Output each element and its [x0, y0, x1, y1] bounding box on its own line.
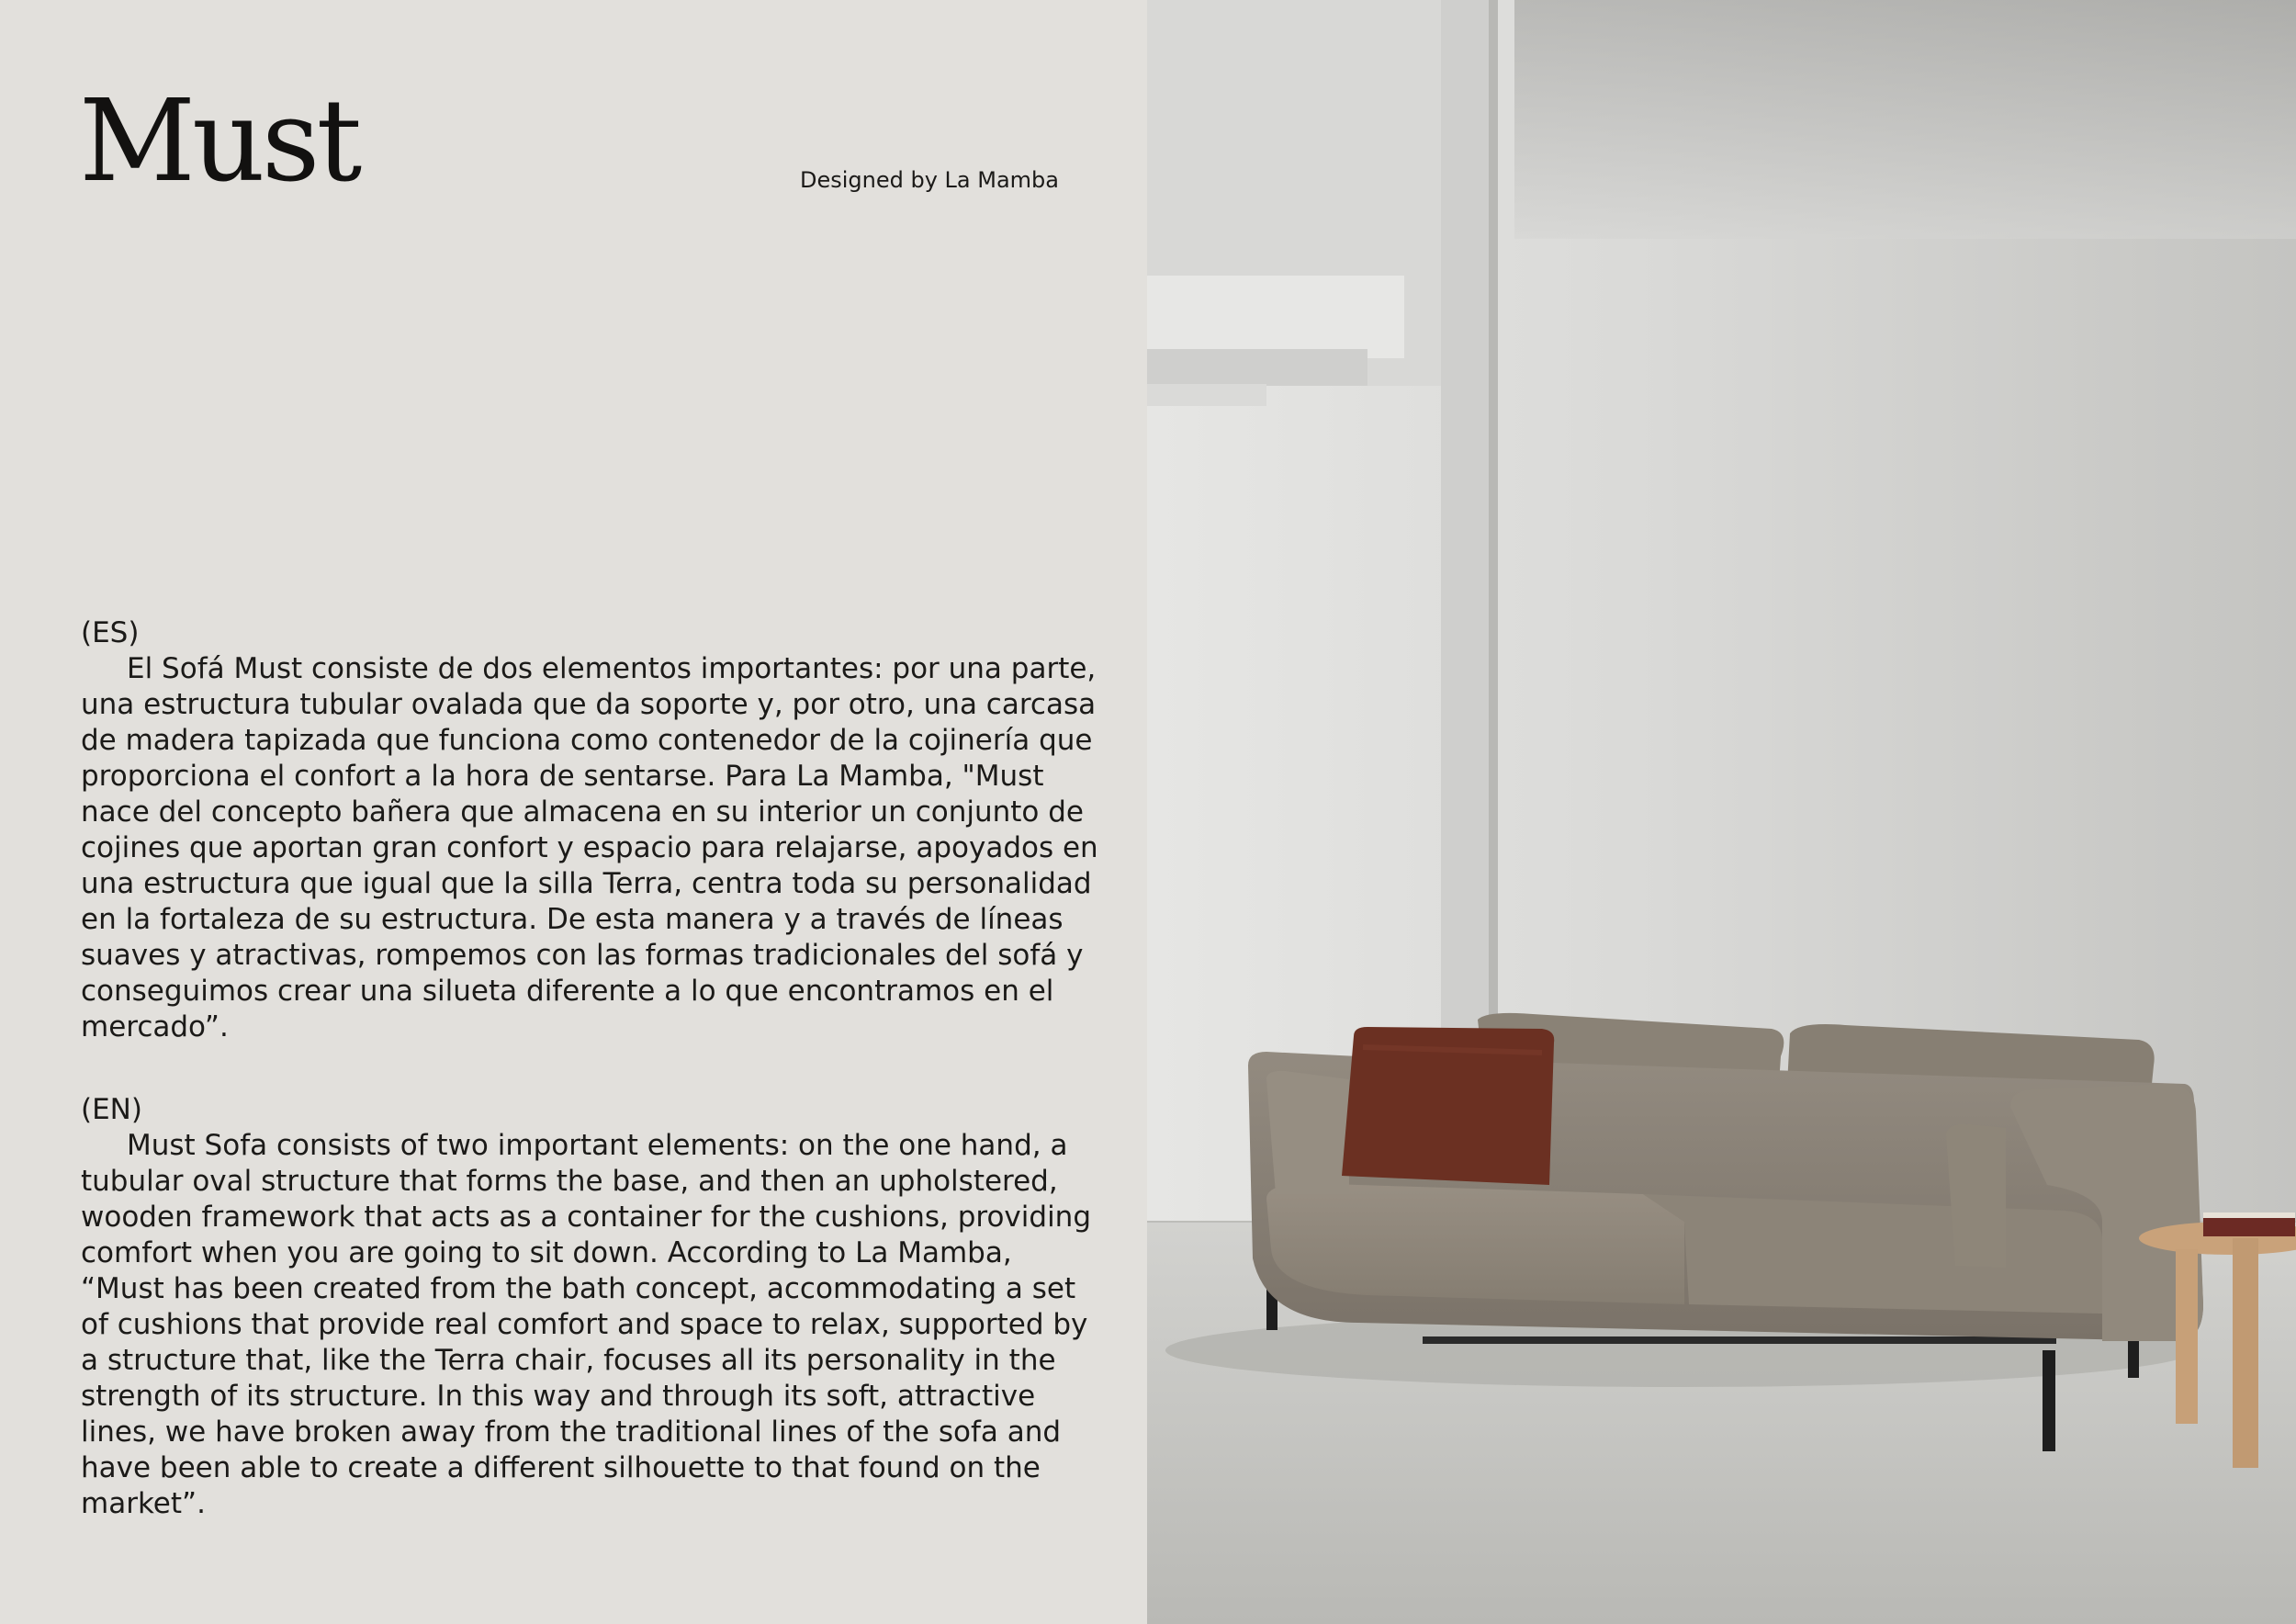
bolster-right: [1946, 1124, 2006, 1268]
pillar: [1441, 0, 1494, 1029]
english-description: [81, 1092, 1100, 1522]
designer-credit: Designed by La Mamba: [800, 167, 1059, 193]
language-tag-en: (EN): [81, 1093, 142, 1126]
seat-cushion-left: [1266, 1183, 1684, 1304]
language-tag-es: (ES): [81, 616, 140, 649]
sofa-photo: [1147, 0, 2296, 1624]
text-page: [0, 0, 1147, 1624]
spanish-paragraph: El Sofá Must consiste de dos elementos importantes: por una parte, una estructura tubular ovalada que da soporte y, por otro, una carcasa de madera tapizada que funciona como contenedor de la cojinería que proporciona el confort a la hora de sentarse. Para La Mamba, "Must nace del concepto bañera que almacena en su interior un conjunto de cojines que aportan gran confort y espacio para relajarse, apoyados en una estructura que igual que la silla Terra, centra toda su personalidad en la fortaleza de su estructura. De esta manera y a través de líneas suaves y atractivas, rompemos con las formas tradicionales del sofá y conseguimos crear una silueta diferente a lo que encontramos en el mercado”.: [81, 652, 1098, 1043]
seat-cushion-right: [1643, 1194, 2102, 1314]
bolster-left: [1266, 1071, 1349, 1194]
sofa-scene-illustration: [1147, 0, 2296, 1624]
spanish-description: [81, 615, 1100, 1045]
page-title: Must: [79, 75, 359, 208]
english-paragraph: Must Sofa consists of two important elements: on the one hand, a tubular oval structure that forms the base, and then an upholstered, wooden framework that acts as a container for the cushions, providing comfort when you are going to sit down. According to La Mamba, “Must has been created from the bath concept, accommodating a set of cushions that provide real comfort and space to relax, supported by a structure that, like the Terra chair, focuses all its personality in the strength of its structure. In this way and through its soft, attractive lines, we have broken away from the traditional lines of the sofa and have been able to create a different silhouette to that found on the market”.: [81, 1129, 1092, 1520]
